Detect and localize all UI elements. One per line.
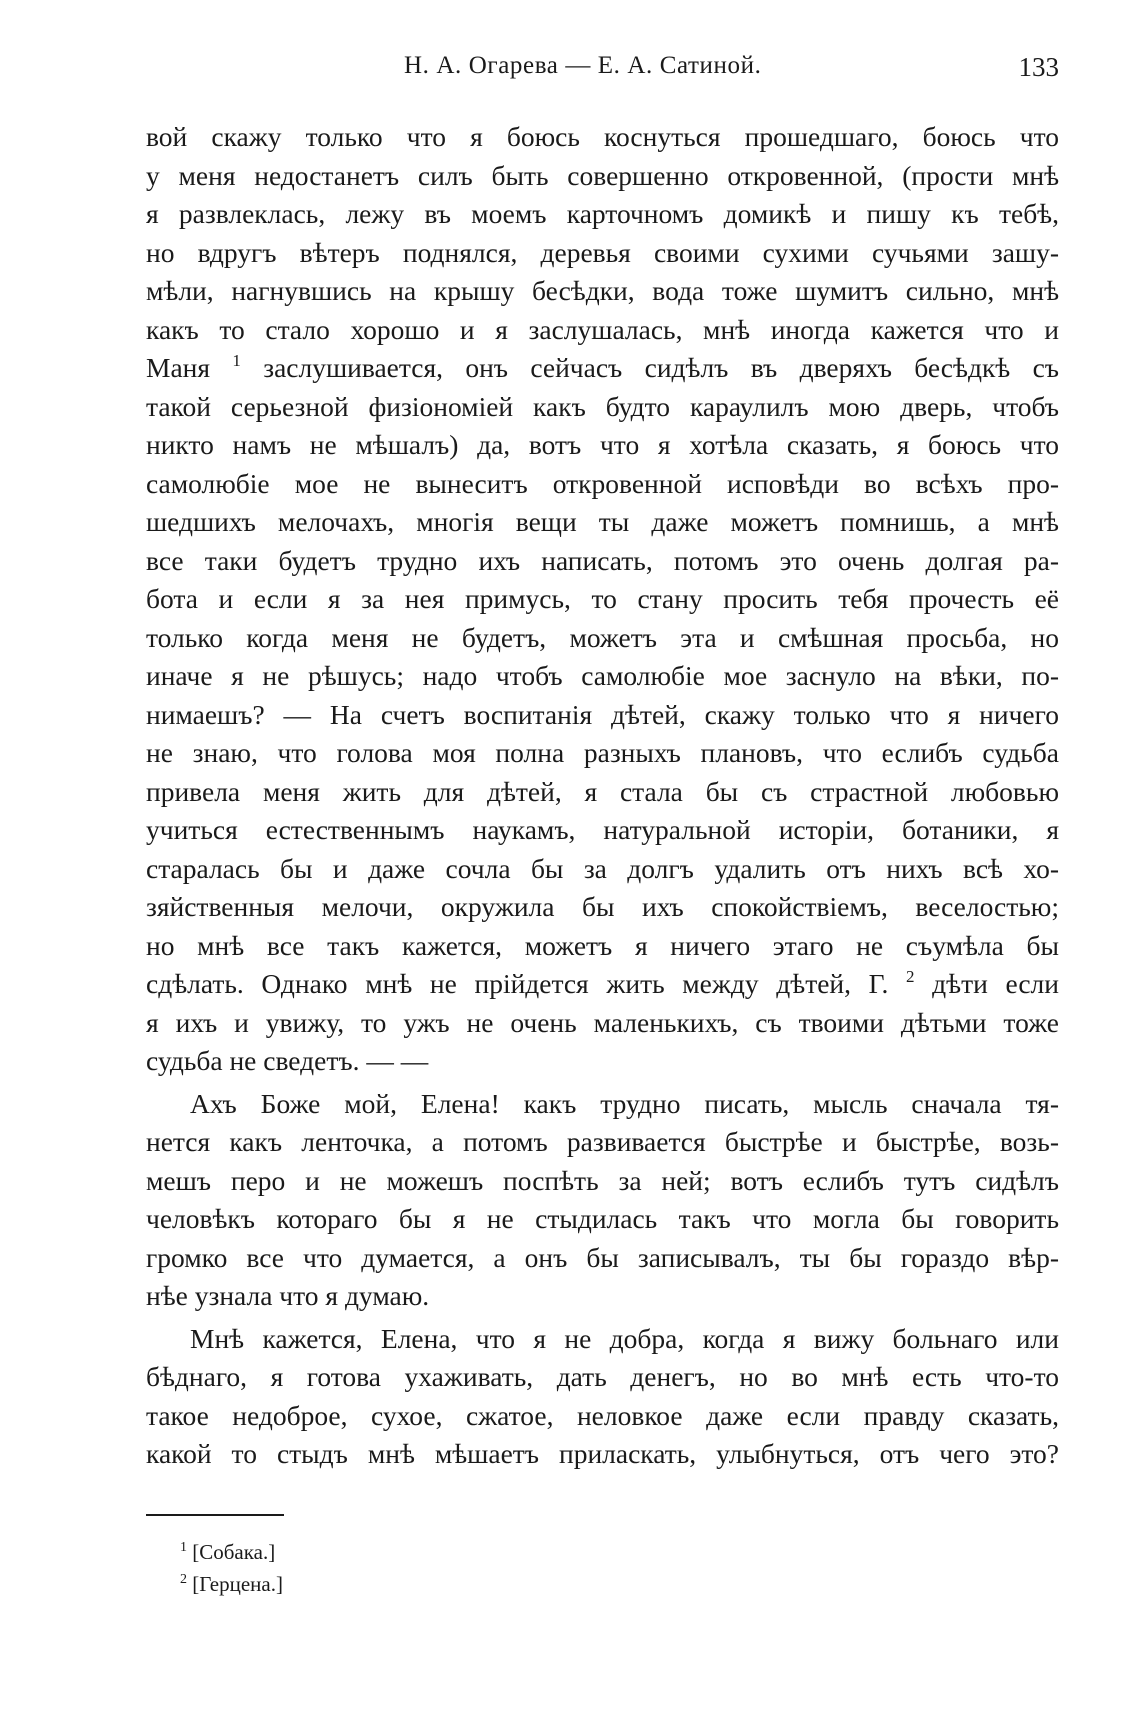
text-line: нѣе узнала что я думаю. xyxy=(146,1280,430,1311)
text-line: у меня недостанетъ силъ быть совершенно откровенной, (прости мнѣ xyxy=(146,159,1059,191)
text-line: вой скажу только что я боюсь коснуться прошедшаго, боюсь что xyxy=(146,121,1059,152)
text-line: старалась бы и даже сочла бы за долгъ удалить отъ нихъ всѣ хо- xyxy=(146,852,1059,884)
text-line: громко все что думается, а онъ бы записывалъ, ты бы гораздо вѣр- xyxy=(146,1241,1059,1273)
letter-text xyxy=(146,118,1059,1474)
text-line: судьба не сведетъ. — — xyxy=(146,1045,429,1076)
footnotes xyxy=(146,1536,1059,1600)
name-mania: Маня xyxy=(146,352,211,383)
text-line: иначе я не рѣшусь; надо чтобъ самолюбіе мое заснуло на вѣки, по- xyxy=(146,660,1059,691)
text-line: только когда меня не будетъ, можетъ эта и смѣшная просьба, но xyxy=(146,621,1059,653)
text-line: привела меня жить для дѣтей, я стала бы съ страстной любовью xyxy=(146,775,1059,807)
footnote-mark: 2 xyxy=(180,1571,187,1587)
text-line: но вдругъ вѣтеръ поднялся, деревья своими сухими сучьями зашу- xyxy=(146,236,1059,268)
text-line: бѣднаго, я готова ухаживать, дать денегъ, но во мнѣ есть что-то xyxy=(146,1361,1059,1392)
text-line: такое недоброе, сухое, сжатое, неловкое даже если правду сказать, xyxy=(146,1399,1059,1431)
text-line: все таки будетъ трудно ихъ написать, потомъ это очень долгая ра- xyxy=(146,544,1059,576)
text-fragment: заслушивается, онъ сейчасъ сидѣлъ въ дверяхъ бесѣдкѣ съ xyxy=(263,352,1060,383)
text-line: нется какъ ленточка, а потомъ развивается быстрѣе и быстрѣе, возь- xyxy=(146,1126,1059,1157)
text-line: мешъ перо и не можешъ поспѣть за ней; вотъ еслибъ тутъ сидѣлъ xyxy=(146,1164,1059,1196)
text-line: не знаю, что голова моя полна разныхъ плановъ, что еслибъ судьба xyxy=(146,737,1059,768)
text-line: самолюбіе мое не вынеситъ откровенной исповѣди во всѣхъ про- xyxy=(146,467,1059,499)
text-line: бота и если я за нея примусь, то стану просить тебя прочесть её xyxy=(146,583,1059,614)
text-line: зяйственныя мелочи, окружила бы ихъ спокойствіемъ, веселостью; xyxy=(146,891,1059,922)
text-line: нимаешъ? — На счетъ воспитанія дѣтей, скажу только что я ничего xyxy=(146,698,1059,730)
footnote xyxy=(180,1568,1059,1600)
running-head xyxy=(146,46,1059,86)
footnote-divider xyxy=(146,1514,284,1516)
text-line: какъ то стало хорошо и я заслушалась, мнѣ иногда кажется что и xyxy=(146,313,1059,345)
text-fragment: дѣти если xyxy=(932,968,1059,999)
page-number: 133 xyxy=(1018,52,1059,82)
text-line: какой то стыдъ мнѣ мѣшаетъ приласкать, улыбнуться, отъ чего это? xyxy=(146,1438,1059,1469)
text-line xyxy=(146,349,1059,388)
running-title: Н. А. Огарева — Е. А. Сатиной. xyxy=(404,52,762,79)
text-line: шедшихъ мелочахъ, многія вещи ты даже можетъ помнишь, а мнѣ xyxy=(146,506,1059,537)
footnote-reference: 1 xyxy=(232,351,241,370)
text-line: мѣли, нагнувшись на крышу бесѣдки, вода тоже шумитъ сильно, мнѣ xyxy=(146,275,1059,306)
text-line: Ахъ Боже мой, Елена! какъ трудно писать, мысль сначала тя- xyxy=(190,1087,1059,1119)
text-line: учиться естественнымъ наукамъ, натуральной исторіи, ботаники, я xyxy=(146,814,1059,845)
text-line: такой серьезной физіономіей какъ будто караулилъ мою дверь, чтобъ xyxy=(146,390,1059,422)
footnote-reference: 2 xyxy=(906,967,915,986)
text-fragment: сдѣлать. Однако мнѣ не прійдется жить между дѣтей, Г. xyxy=(146,968,889,999)
text-line: я ихъ и увижу, то ужъ не очень маленькихъ, съ твоими дѣтьми тоже xyxy=(146,1006,1059,1038)
text-line xyxy=(146,965,1059,1004)
text-line: но мнѣ все такъ кажется, можетъ я ничего этаго не съумѣла бы xyxy=(146,929,1059,961)
text-line: человѣкъ котораго бы я не стыдилась такъ что могла бы говорить xyxy=(146,1203,1059,1234)
text-line: я развлеклась, лежу въ моемъ карточномъ домикѣ и пишу къ тебѣ, xyxy=(146,198,1059,229)
footnote-text: [Герцена.] xyxy=(192,1571,283,1596)
footnote-text: [Собака.] xyxy=(192,1539,276,1564)
footnote-mark: 1 xyxy=(180,1539,187,1555)
text-line: никто намъ не мѣшалъ) да, вотъ что я хотѣла сказать, я боюсь что xyxy=(146,429,1059,460)
footnote xyxy=(180,1536,1059,1568)
text-line: Мнѣ кажется, Елена, что я не добра, когда я вижу больнаго или xyxy=(190,1322,1059,1354)
book-page xyxy=(146,46,1059,1600)
